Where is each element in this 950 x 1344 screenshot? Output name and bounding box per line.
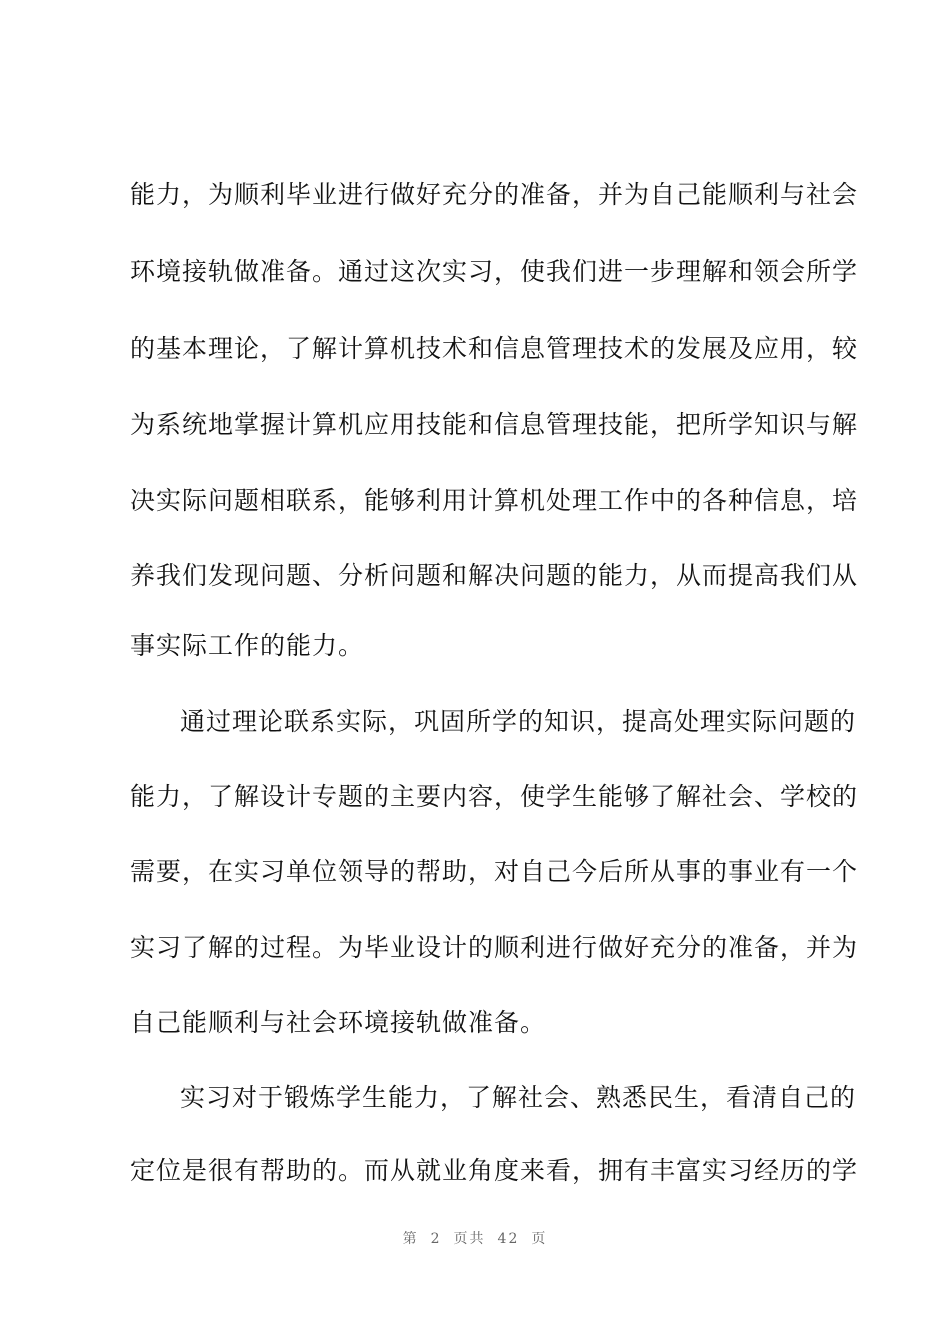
paragraph-line: 需要，在实习单位领导的帮助，对自己今后所从事的事业有一个 <box>130 857 859 886</box>
paragraph-line: 自己能顺利与社会环境接轨做准备。 <box>130 1008 547 1037</box>
paragraph-line: 决实际问题相联系，能够利用计算机处理工作中的各种信息，培 <box>130 486 859 515</box>
paragraph-line: 养我们发现问题、分析问题和解决问题的能力，从而提高我们从 <box>130 561 859 590</box>
footer-middle: 页共 <box>453 1231 486 1247</box>
paragraph-line: 能力，了解设计专题的主要内容，使学生能够了解社会、学校的 <box>130 782 859 811</box>
footer-total-pages: 42 <box>497 1231 520 1247</box>
paragraph-line: 通过理论联系实际，巩固所学的知识，提高处理实际问题的 <box>180 707 857 736</box>
paragraph-line: 事实际工作的能力。 <box>130 631 365 660</box>
paragraph-line: 实习对于锻炼学生能力，了解社会、熟悉民生，看清自己的 <box>180 1083 857 1112</box>
paragraph-line: 为系统地掌握计算机应用技能和信息管理技能，把所学知识与解 <box>130 410 859 439</box>
page-footer <box>0 1228 950 1248</box>
footer-suffix: 页 <box>531 1231 548 1247</box>
paragraph-line: 定位是很有帮助的。而从就业角度来看，拥有丰富实习经历的学 <box>130 1156 859 1185</box>
paragraph-line: 能力，为顺利毕业进行做好充分的准备，并为自己能顺利与社会 <box>130 180 859 209</box>
paragraph-line: 环境接轨做准备。通过这次实习，使我们进一步理解和领会所学 <box>130 257 859 286</box>
footer-prefix: 第 <box>402 1231 419 1247</box>
footer-current-page: 2 <box>430 1231 442 1247</box>
paragraph-line: 的基本理论，了解计算机技术和信息管理技术的发展及应用，较 <box>130 334 859 363</box>
paragraph-line: 实习了解的过程。为毕业设计的顺利进行做好充分的准备，并为 <box>130 933 859 962</box>
